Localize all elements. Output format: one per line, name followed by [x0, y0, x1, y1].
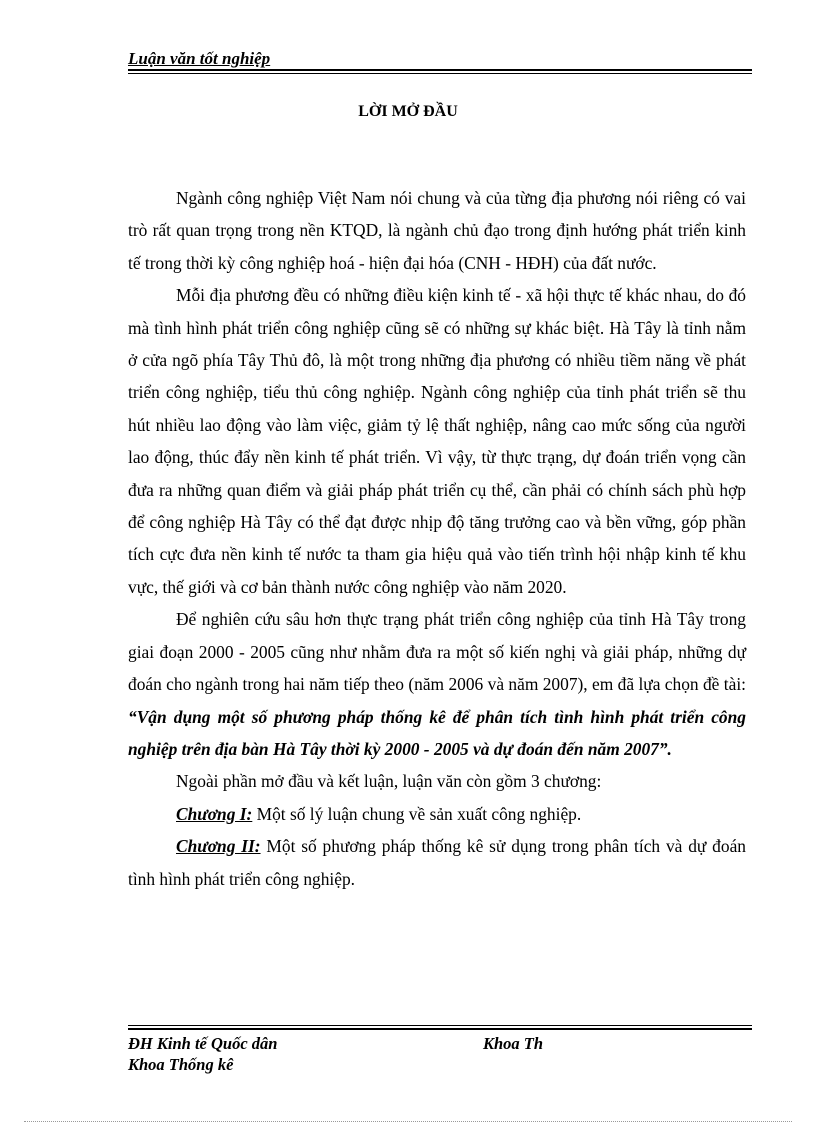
- thesis-topic: “Vận dụng một số phương pháp thống kê để phân tích tình hình phát triển công nghiệp trên địa bàn Hà Tây thời kỳ 2000 - 2005 và dự đoán đến năm 2007”.: [128, 706, 746, 759]
- paragraph-1: Ngành công nghiệp Việt Nam nói chung và của từng địa phương nói riêng có vai trò rất quan trọng trong nền KTQD, là ngành chủ đạo trong định hướng phát triển kinh tế trong thời kỳ công nghiệp hoá - hiện đại hóa (CNH - HĐH) của đất nước.: [128, 188, 746, 273]
- header-rule-top: [128, 69, 752, 71]
- footer-university: ĐH Kinh tế Quốc dân: [128, 1034, 278, 1053]
- body-text: [128, 182, 746, 895]
- footer-rule-bottom: [128, 1028, 752, 1030]
- chapter-2-line: [128, 830, 746, 895]
- paragraph-4: Ngoài phần mở đầu và kết luận, luận văn còn gồm 3 chương:: [176, 771, 602, 792]
- chapter-1-line: [128, 798, 746, 830]
- page-bottom-dotted-line: [24, 1121, 792, 1122]
- chapter-1-text: Một số lý luận chung về sản xuất công nghiệp.: [252, 803, 582, 824]
- paragraph-3: [128, 603, 746, 765]
- footer-faculty: Khoa Thống kê: [128, 1055, 234, 1074]
- running-header-title: Luận văn tốt nghiệp: [128, 49, 271, 68]
- footer-department: Khoa Th: [483, 1034, 544, 1053]
- paragraph-3-lead: Để nghiên cứu sâu hơn thực trạng phát triển công nghiệp của tỉnh Hà Tây trong giai đoạn 2000 - 2005 cũng như nhằm đưa ra một số kiến nghị và giải pháp, những dự đoán cho ngành trong hai năm tiếp theo (năm 2006 và năm 2007), em đã lựa chọn đề tài:: [128, 609, 746, 695]
- header-rule-bottom: [128, 73, 752, 74]
- chapter-2-text: Một số phương pháp thống kê sử dụng trong phân tích và dự đoán tình hình phát triển công nghiệp.: [128, 836, 746, 889]
- paragraph-2: Mỗi địa phương đều có những điều kiện kinh tế - xã hội thực tế khác nhau, do đó mà tình hình phát triển công nghiệp cũng sẽ có những sự khác biệt. Hà Tây là tỉnh nằm ở cửa ngõ phía Tây Thủ đô, là một trong những địa phương có nhiều tiềm năng về phát triển công nghiệp, tiểu thủ công nghiệp. Ngành công nghiệp của tỉnh phát triển sẽ thu hút nhiều lao động vào làm việc, giảm tỷ lệ thất nghiệp, nâng cao mức sống của người lao động, thúc đẩy nền kinh tế phát triển. Vì vậy, từ thực trạng, dự đoán triển vọng cần đưa ra những quan điểm và giải pháp phát triển cụ thể, cần phải có chính sách phù hợp để công nghiệp Hà Tây có thể đạt được nhịp độ tăng trưởng cao và bền vững, góp phần tích cực đưa nền kinh tế nước ta tham gia hiệu quả vào tiến trình hội nhập kinh tế khu vực, thế giới và cơ bản thành nước công nghiệp vào năm 2020.: [128, 285, 746, 597]
- footer-rule-top: [128, 1025, 752, 1026]
- chapter-1-label: Chương I:: [176, 803, 253, 824]
- document-heading: LỜI MỞ ĐẦU: [358, 103, 458, 120]
- chapter-2-label: Chương II:: [176, 836, 261, 857]
